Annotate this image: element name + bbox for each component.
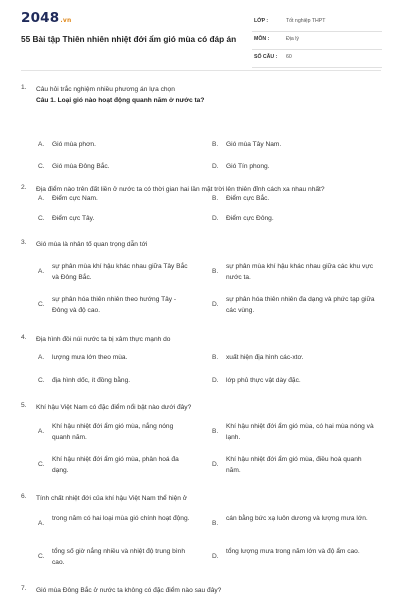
question-subtitle: Câu 1. Loại gió nào hoạt động quanh năm ở nước ta?	[36, 97, 205, 104]
meta-label: LỚP :	[254, 18, 269, 24]
question-number: 4.	[21, 334, 27, 341]
header-divider	[21, 70, 381, 71]
question-number: 6.	[21, 493, 27, 500]
question-text: Khí hậu Việt Nam có đặc điểm nổi bật nào dưới đây?	[36, 404, 192, 411]
question-number: 3.	[21, 239, 27, 246]
meta-value: Địa lý	[286, 36, 299, 42]
meta-label: SỐ CÂU :	[254, 54, 278, 60]
meta-row-count	[252, 50, 382, 68]
page-header	[0, 0, 400, 76]
meta-label: MÔN :	[254, 36, 270, 42]
question-text: Gió mùa là nhân tố quan trọng dẫn tới	[36, 241, 148, 248]
question-number: 7.	[21, 585, 27, 592]
document-title: 55 Bài tập Thiên nhiên nhiệt đới ẩm gió mùa có đáp án	[21, 34, 237, 44]
question-text: Câu hỏi trắc nghiệm nhiều phương án lựa chọn Câu 1. Loại gió nào hoạt động quanh năm ở nước ta?	[36, 84, 381, 106]
meta-row-subject	[252, 32, 382, 50]
question-text: Địa điểm nào trên đất liền ở nước ta có thời gian hai lần mặt trời lên thiên đỉnh cách xa nhau nhất?	[36, 186, 325, 193]
site-logo[interactable]: 2048.vn	[21, 10, 72, 26]
meta-row-class	[252, 14, 382, 32]
question-number: 5.	[21, 402, 27, 409]
question-number: 2.	[21, 184, 27, 191]
question-text: Gió mùa Đông Bắc ở nước ta không có đặc điểm nào sau đây?	[36, 587, 222, 594]
question-number: 1.	[21, 84, 27, 91]
meta-value: Tốt nghiệp THPT	[286, 18, 326, 24]
question-text: Tính chất nhiệt đới của khí hậu Việt Nam thể hiện ở	[36, 495, 188, 502]
meta-table	[252, 14, 382, 68]
question-text: Địa hình đồi núi nước ta bị xâm thực mạnh do	[36, 336, 171, 343]
meta-value: 60	[286, 54, 292, 60]
